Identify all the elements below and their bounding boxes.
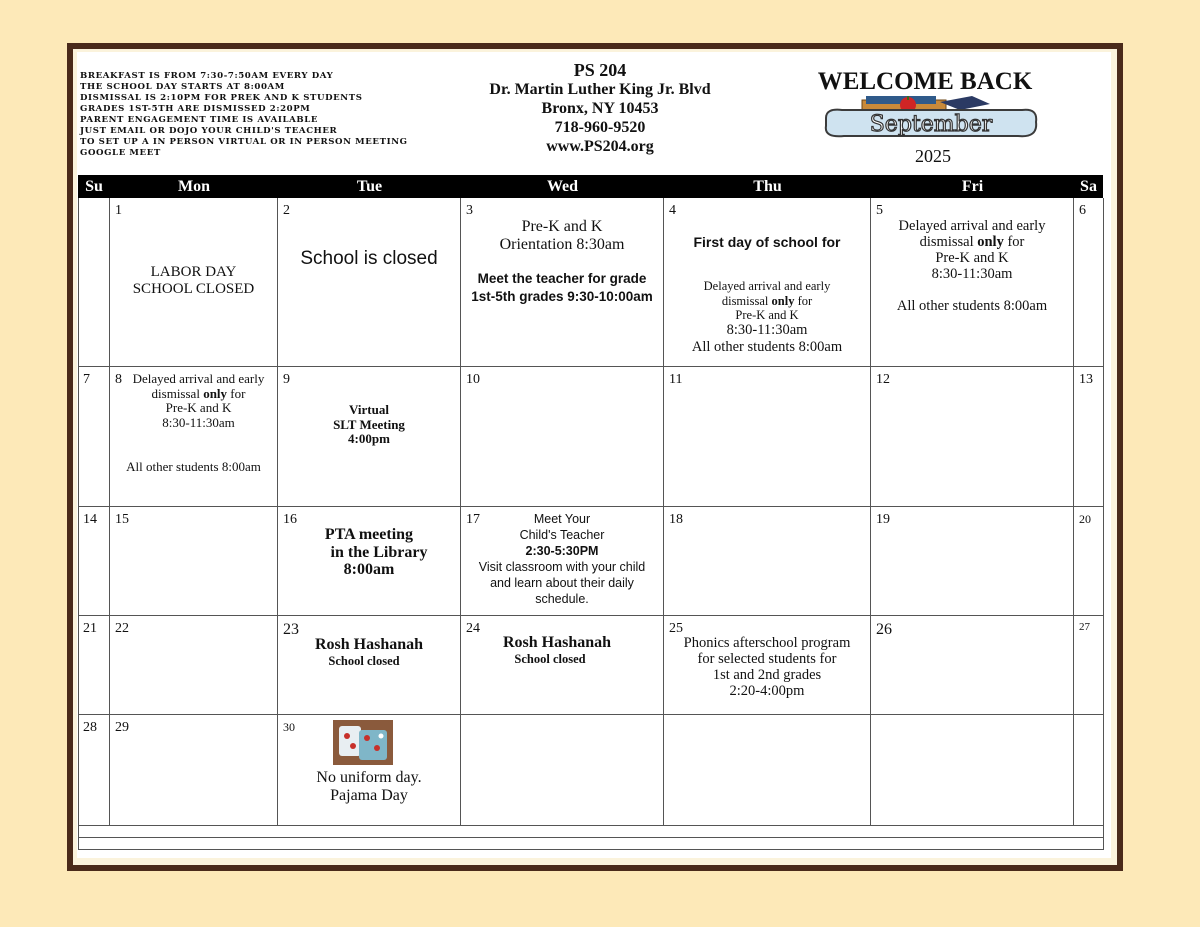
- weekday-sunday: Su: [85, 178, 103, 195]
- day-number: 12: [876, 372, 890, 387]
- weekday-wednesday: Wed: [546, 178, 579, 195]
- event-rosh-hashanah: Rosh Hashanah School closed: [314, 636, 424, 668]
- school-city: Bronx, NY 10453: [541, 100, 659, 117]
- day-number: 5: [876, 203, 883, 218]
- event-orientation: Pre-K and K Orientation 8:30am: [499, 218, 625, 253]
- day-cell-24: [461, 616, 664, 715]
- weekday-thursday: Thu: [753, 178, 782, 195]
- day-number: 13: [1079, 372, 1093, 387]
- day-number: 7: [83, 372, 90, 387]
- day-number: 4: [669, 203, 676, 218]
- day-cell-11: [664, 367, 871, 507]
- day-number: 6: [1079, 203, 1086, 218]
- day-cell-12: [871, 367, 1074, 507]
- calendar-grid: [78, 198, 1104, 850]
- school-name: PS 204: [573, 60, 627, 80]
- day-cell-10: [461, 367, 664, 507]
- day-cell-9: [278, 367, 461, 507]
- note-line: JUST EMAIL OR DOJO YOUR CHILD'S TEACHER: [80, 126, 338, 136]
- event-times: 8:30-11:30am All other students 8:00am: [691, 322, 843, 355]
- day-cell-5: [871, 198, 1074, 367]
- event-labor-day: LABOR DAY SCHOOL CLOSED: [132, 264, 255, 297]
- event-rosh-hashanah: Rosh Hashanah School closed: [502, 634, 612, 666]
- day-number: 11: [669, 372, 683, 387]
- note-line: THE SCHOOL DAY STARTS AT 8:00AM: [80, 82, 285, 92]
- day-cell-empty: [78, 198, 110, 367]
- event-phonics-program: Phonics afterschool program for selected students for 1st and 2nd grades 2:20-4:00pm: [683, 635, 851, 699]
- day-cell-23: [278, 616, 461, 715]
- day-number: 29: [115, 720, 129, 735]
- note-line: TO SET UP A IN PERSON VIRTUAL OR IN PERSON MEETING: [80, 137, 408, 147]
- day-cell-empty: [871, 715, 1074, 826]
- day-number: 20: [1079, 512, 1091, 526]
- day-number: 21: [83, 621, 97, 636]
- day-cell-26: [871, 616, 1074, 715]
- day-number: 9: [283, 372, 290, 387]
- day-cell-6: [1074, 198, 1104, 367]
- day-number: 3: [466, 203, 473, 218]
- note-line: PARENT ENGAGEMENT TIME IS AVAILABLE: [80, 115, 319, 125]
- day-cell-19: [871, 507, 1074, 616]
- day-cell-1: [110, 198, 278, 367]
- note-line: GOOGLE MEET: [80, 148, 161, 158]
- day-cell-22: [110, 616, 278, 715]
- day-cell-16: [278, 507, 461, 616]
- event-slt-meeting: Virtual SLT Meeting 4:00pm: [333, 402, 405, 446]
- month-name: September: [869, 112, 993, 137]
- day-number: 22: [115, 621, 129, 636]
- day-cell-21: [78, 616, 110, 715]
- day-cell-30: [278, 715, 461, 826]
- note-line: BREAKFAST IS FROM 7:30-7:50AM EVERY DAY: [80, 71, 334, 81]
- day-number: 27: [1079, 621, 1090, 633]
- day-cell-empty: [664, 715, 871, 826]
- day-number: 28: [83, 720, 97, 735]
- day-cell-14: [78, 507, 110, 616]
- calendar-year: 2025: [915, 146, 951, 166]
- day-cell-2: [278, 198, 461, 367]
- day-number: 2: [283, 203, 290, 218]
- day-number: 1: [115, 203, 122, 218]
- event-meet-teacher: Meet the teacher for grade 1st-5th grades 9:30-10:00am: [471, 271, 653, 304]
- day-number: 23: [283, 621, 299, 638]
- day-cell-20: [1074, 507, 1104, 616]
- day-cell-7: [78, 367, 110, 507]
- pajama-image: [333, 720, 393, 765]
- day-cell-empty: [1074, 715, 1104, 826]
- day-number: 14: [83, 512, 97, 527]
- school-info: [470, 61, 730, 156]
- event-first-day: First day of school for: [693, 234, 841, 250]
- note-line: DISMISSAL IS 2:10PM FOR PREK AND K STUDENTS: [80, 93, 363, 103]
- day-number: 30: [283, 720, 295, 734]
- day-number: 8: [115, 372, 122, 387]
- day-number: 25: [669, 621, 683, 636]
- empty-row: [78, 826, 1104, 838]
- day-cell-17: [461, 507, 664, 616]
- day-cell-18: [664, 507, 871, 616]
- day-cell-25: [664, 616, 871, 715]
- event-all-students: All other students 8:00am: [126, 459, 261, 474]
- day-cell-15: [110, 507, 278, 616]
- september-banner: [822, 96, 1040, 142]
- day-cell-4: [664, 198, 871, 367]
- event-school-closed: School is closed: [300, 248, 438, 269]
- day-cell-13: [1074, 367, 1104, 507]
- day-number: 24: [466, 621, 480, 636]
- day-cell-empty: [461, 715, 664, 826]
- school-notes: [80, 71, 460, 159]
- event-meet-your-teacher: Meet Your Child's Teacher 2:30-5:30PM Visit classroom with your child and learn about their daily schedule.: [478, 512, 646, 606]
- day-number: 18: [669, 512, 683, 527]
- event-delayed-arrival: Delayed arrival and early dismissal only for Pre-K and K: [703, 279, 831, 322]
- school-phone: 718-960-9520: [554, 119, 646, 136]
- weekday-header: [78, 175, 1103, 198]
- event-delayed-arrival: Delayed arrival and early dismissal only for Pre-K and K 8:30-11:30am: [898, 218, 1046, 282]
- event-all-students: All other students 8:00am: [896, 298, 1048, 314]
- school-street: Dr. Martin Luther King Jr. Blvd: [489, 81, 711, 98]
- day-number: 19: [876, 512, 890, 527]
- school-website: www.PS204.org: [546, 138, 654, 155]
- weekday-monday: Mon: [178, 178, 210, 195]
- event-delayed-arrival: Delayed arrival and early dismissal only for Pre-K and K 8:30-11:30am: [132, 371, 265, 430]
- event-pajama-day: No uniform day. Pajama Day: [316, 769, 422, 804]
- weekday-friday: Fri: [961, 178, 984, 195]
- day-number: 15: [115, 512, 129, 527]
- day-cell-3: [461, 198, 664, 367]
- weekday-tuesday: Tue: [356, 178, 383, 195]
- day-number: 16: [283, 512, 297, 527]
- day-cell-8: [110, 367, 278, 507]
- weekday-saturday: Sa: [1080, 178, 1097, 195]
- welcome-title: WELCOME BACK: [817, 68, 1033, 95]
- day-cell-29: [110, 715, 278, 826]
- event-pta-meeting: PTA meeting in the Library 8:00am: [324, 526, 428, 578]
- note-line: GRADES 1ST-5TH ARE DISMISSED 2:20PM: [80, 104, 311, 114]
- day-number: 26: [876, 621, 892, 638]
- day-cell-27: [1074, 616, 1104, 715]
- day-number: 10: [466, 372, 480, 387]
- day-cell-28: [78, 715, 110, 826]
- day-number: 17: [466, 512, 480, 527]
